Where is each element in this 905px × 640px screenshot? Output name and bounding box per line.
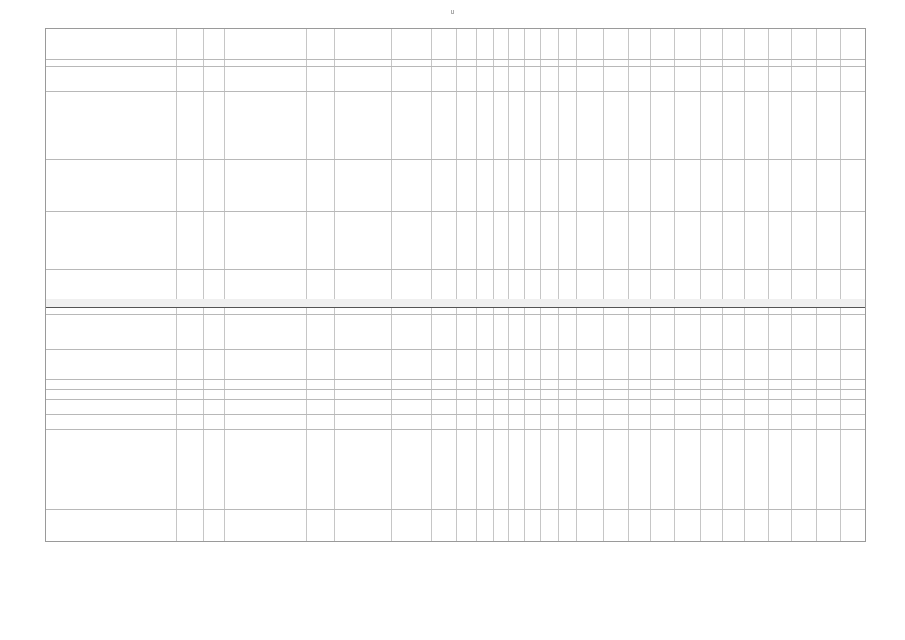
row-divider [46, 314, 865, 315]
row-divider [46, 414, 865, 415]
row-date [308, 30, 332, 58]
row-doc [336, 60, 389, 65]
column-divider [700, 29, 701, 541]
column-divider [431, 29, 432, 541]
column-divider [791, 29, 792, 541]
column-divider [768, 29, 769, 541]
totals-unit [178, 303, 200, 307]
column-divider [456, 29, 457, 541]
column-divider [722, 29, 723, 541]
page-number: U [450, 10, 455, 16]
column-divider [576, 29, 577, 541]
column-divider [603, 29, 604, 541]
row-doc [336, 30, 389, 58]
row-date [308, 60, 332, 65]
row-measure [226, 30, 304, 58]
row-text [49, 30, 173, 58]
row-divider [46, 211, 865, 212]
column-divider [650, 29, 651, 541]
row-unit [205, 60, 221, 65]
row-divider [46, 509, 865, 510]
row-text [49, 60, 173, 65]
column-divider [391, 29, 392, 541]
column-divider [840, 29, 841, 541]
column-divider [674, 29, 675, 541]
row-divider [46, 91, 865, 92]
row-divider [46, 307, 865, 308]
row-num [178, 30, 200, 58]
row-divider [46, 389, 865, 390]
column-divider [628, 29, 629, 541]
column-divider [524, 29, 525, 541]
row-divider [46, 269, 865, 270]
column-divider [476, 29, 477, 541]
row-divider [46, 429, 865, 430]
column-divider [176, 29, 177, 541]
row-measure [226, 60, 304, 65]
column-divider [508, 29, 509, 541]
row-num [178, 60, 200, 65]
column-divider [540, 29, 541, 541]
column-divider [306, 29, 307, 541]
totals-label [49, 303, 173, 307]
column-divider [493, 29, 494, 541]
row-divider [46, 66, 865, 67]
row-divider [46, 159, 865, 160]
column-divider [203, 29, 204, 541]
column-divider [224, 29, 225, 541]
totals-value [842, 303, 864, 307]
column-divider [334, 29, 335, 541]
column-divider [744, 29, 745, 541]
row-unit [205, 30, 221, 58]
data-table [45, 28, 866, 542]
row-divider [46, 349, 865, 350]
column-divider [816, 29, 817, 541]
row-divider [46, 399, 865, 400]
column-divider [558, 29, 559, 541]
row-divider [46, 379, 865, 380]
